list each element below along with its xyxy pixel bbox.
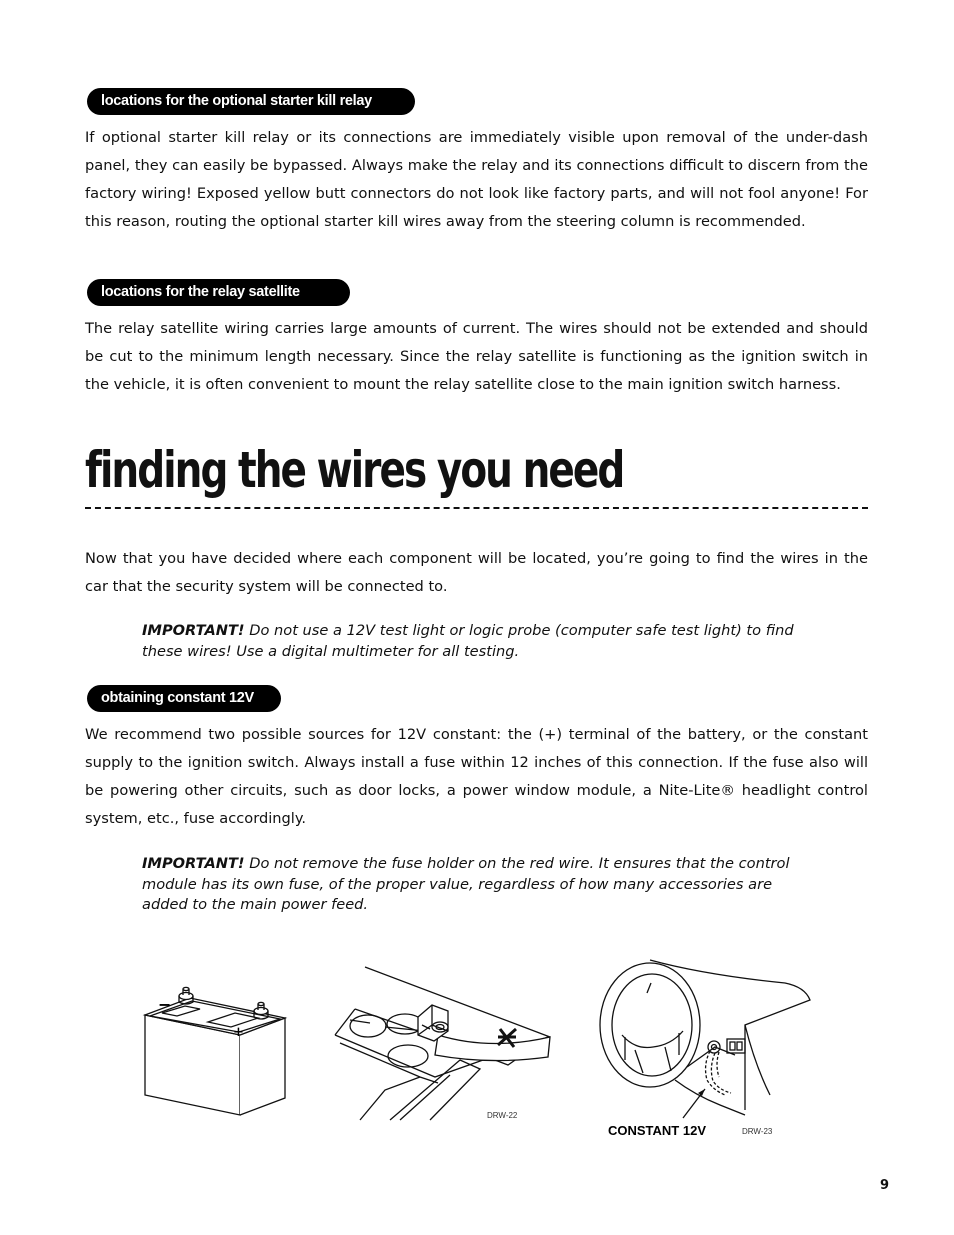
section-heading-relay-satellite <box>87 279 350 306</box>
paragraph-constant-12v: We recommend two possible sources for 12V constant: the (+) terminal of the battery, or the constant supply to the ignition switch. Always install a fuse within 12 inches of this connection. If the fuse also will be powering other circuits, such as door locks, a power window module, a Nite-Lite® headlight control system, etc., fuse accordingly. <box>85 726 868 827</box>
battery-plus-sign: + <box>233 1025 244 1040</box>
important-note-fuse-holder <box>142 854 814 916</box>
constant-12v-label: CONSTANT 12V <box>608 1123 706 1138</box>
page-title: finding the wires you need <box>85 441 624 499</box>
figure-code-drw22: DRW-22 <box>487 1111 518 1120</box>
paragraph-finding-wires: Now that you have decided where each component will be located, you’re going to find the wires in the car that the security system will be connected to. <box>85 550 868 595</box>
section-heading-starter-kill-relay <box>87 88 415 115</box>
paragraph-starter-kill-relay: If optional starter kill relay or its connections are immediately visible upon removal of the under-dash panel, they can easily be bypassed. Always make the relay and its connections difficult to discern from the factory wiring! Exposed yellow butt connectors do not look like factory parts, and will not fool anyone! For this reason, routing the optional starter kill wires away from the steering column is recommended. <box>85 129 868 230</box>
important-text: Do not remove the fuse holder on the red wire. It ensures that the control module has its own fuse, of the proper value, regardless of how many accessories are added to the main power feed. <box>142 855 790 913</box>
important-text: Do not use a 12V test light or logic probe (computer safe test light) to find these wires! Use a digital multimeter for all testing. <box>142 622 794 660</box>
section-heading-label: locations for the relay satellite <box>101 284 300 300</box>
important-note-test-light <box>142 621 814 662</box>
section-heading-label: obtaining constant 12V <box>101 690 254 706</box>
important-label: IMPORTANT! <box>142 622 245 639</box>
section-heading-constant-12v <box>87 685 281 712</box>
battery-terminal-illustration <box>330 965 555 1125</box>
paragraph-relay-satellite: The relay satellite wiring carries large amounts of current. The wires should not be extended and should be cut to the minimum length necessary. Since the relay satellite is functioning as the ignition switch in the vehicle, it is often convenient to mount the relay satellite close to the main ignition switch harness. <box>85 320 868 393</box>
battery-illustration <box>140 980 290 1120</box>
important-label: IMPORTANT! <box>142 855 245 872</box>
section-heading-label: locations for the optional starter kill relay <box>101 93 372 109</box>
page-number: 9 <box>880 1178 890 1193</box>
battery-minus-sign: − <box>158 995 172 1014</box>
figure-code-drw23: DRW-23 <box>742 1127 773 1136</box>
ignition-illustration <box>595 955 815 1140</box>
title-dashed-rule <box>85 507 868 509</box>
